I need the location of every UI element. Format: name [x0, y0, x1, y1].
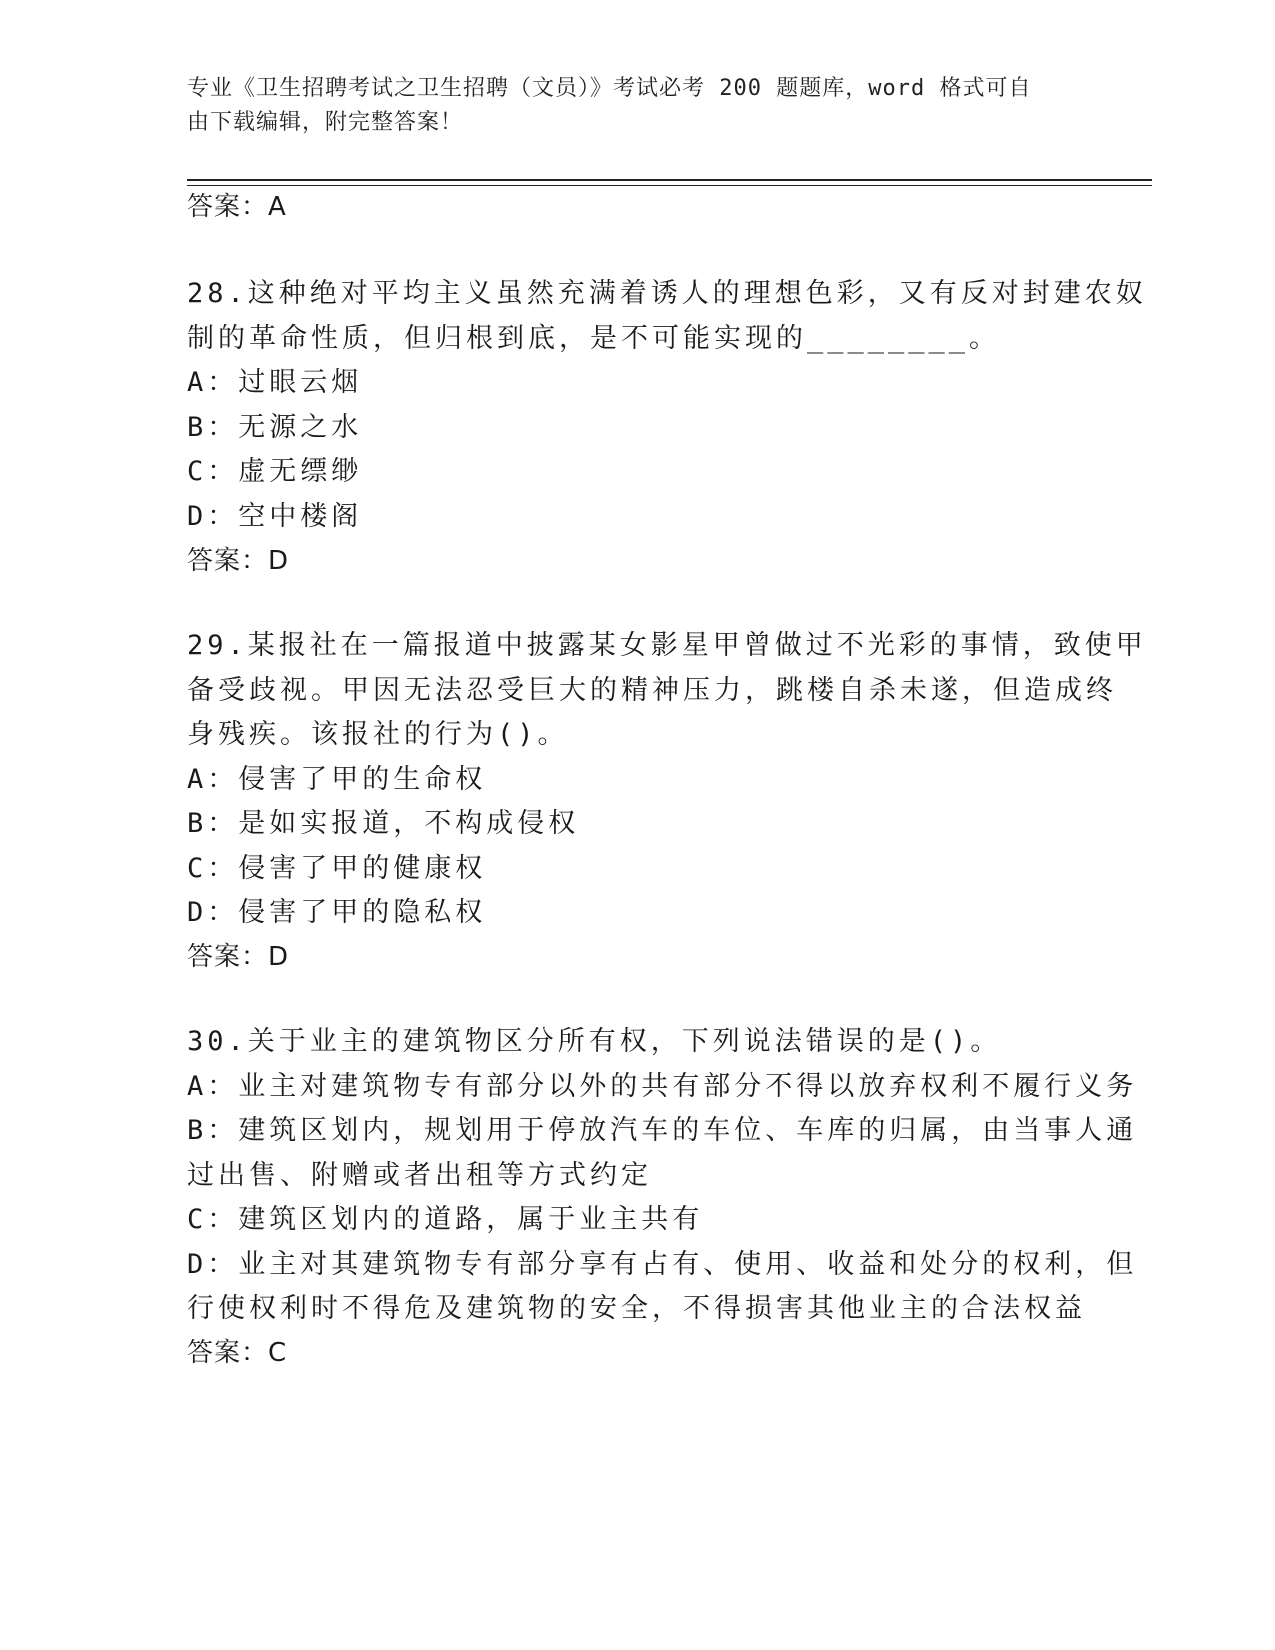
- q29-stem-line-1: 29.某报社在一篇报道中披露某女影星甲曾做过不光彩的事情，致使甲: [187, 630, 1147, 661]
- header-rule-thin: [187, 185, 1152, 186]
- q30-option-b-line-1: B：建筑区划内，规划用于停放汽车的车位、车库的归属，由当事人通: [187, 1115, 1138, 1146]
- q30-option-a: A：业主对建筑物专有部分以外的共有部分不得以放弃权利不履行义务: [187, 1071, 1138, 1102]
- header-line-1: 专业《卫生招聘考试之卫生招聘（文员）》考试必考 200 题题库，word 格式可自: [187, 76, 1032, 101]
- q29-stem-line-3: 身残疾。该报社的行为()。: [187, 719, 569, 750]
- header-line-2: 由下载编辑，附完整答案！: [187, 110, 464, 135]
- q30-option-d-line-2: 行使权利时不得危及建筑物的安全，不得损害其他业主的合法权益: [187, 1293, 1086, 1324]
- q28-stem-line-2: 制的革命性质，但归根到底，是不可能实现的________。: [187, 323, 1001, 354]
- q29-answer: 答案：D: [187, 942, 290, 972]
- q28-option-b: B：无源之水: [187, 412, 363, 443]
- q30-option-d-line-1: D：业主对其建筑物专有部分享有占有、使用、收益和处分的权利，但: [187, 1249, 1138, 1280]
- q29-option-a: A：侵害了甲的生命权: [187, 764, 487, 795]
- q29-stem-line-2: 备受歧视。甲因无法忍受巨大的精神压力，跳楼自杀未遂，但造成终: [187, 675, 1117, 706]
- q28-option-d: D：空中楼阁: [187, 501, 363, 532]
- q29-option-c: C：侵害了甲的健康权: [187, 853, 487, 884]
- q28-option-a: A：过眼云烟: [187, 367, 363, 398]
- answer-prev: 答案：A: [187, 192, 287, 222]
- q29-option-b: B：是如实报道，不构成侵权: [187, 808, 580, 839]
- q28-option-c: C：虚无缥缈: [187, 456, 363, 487]
- q30-option-c: C：建筑区划内的道路，属于业主共有: [187, 1204, 704, 1235]
- q28-stem-line-1: 28.这种绝对平均主义虽然充满着诱人的理想色彩，又有反对封建农奴: [187, 278, 1147, 309]
- q30-answer: 答案：C: [187, 1338, 288, 1368]
- header-rule-thick: [187, 179, 1152, 181]
- q29-option-d: D：侵害了甲的隐私权: [187, 897, 487, 928]
- q28-answer: 答案：D: [187, 546, 290, 576]
- document-header: [187, 72, 1067, 140]
- q30-option-b-line-2: 过出售、附赠或者出租等方式约定: [187, 1160, 652, 1191]
- q30-stem-line-1: 30.关于业主的建筑物区分所有权，下列说法错误的是()。: [187, 1026, 1002, 1057]
